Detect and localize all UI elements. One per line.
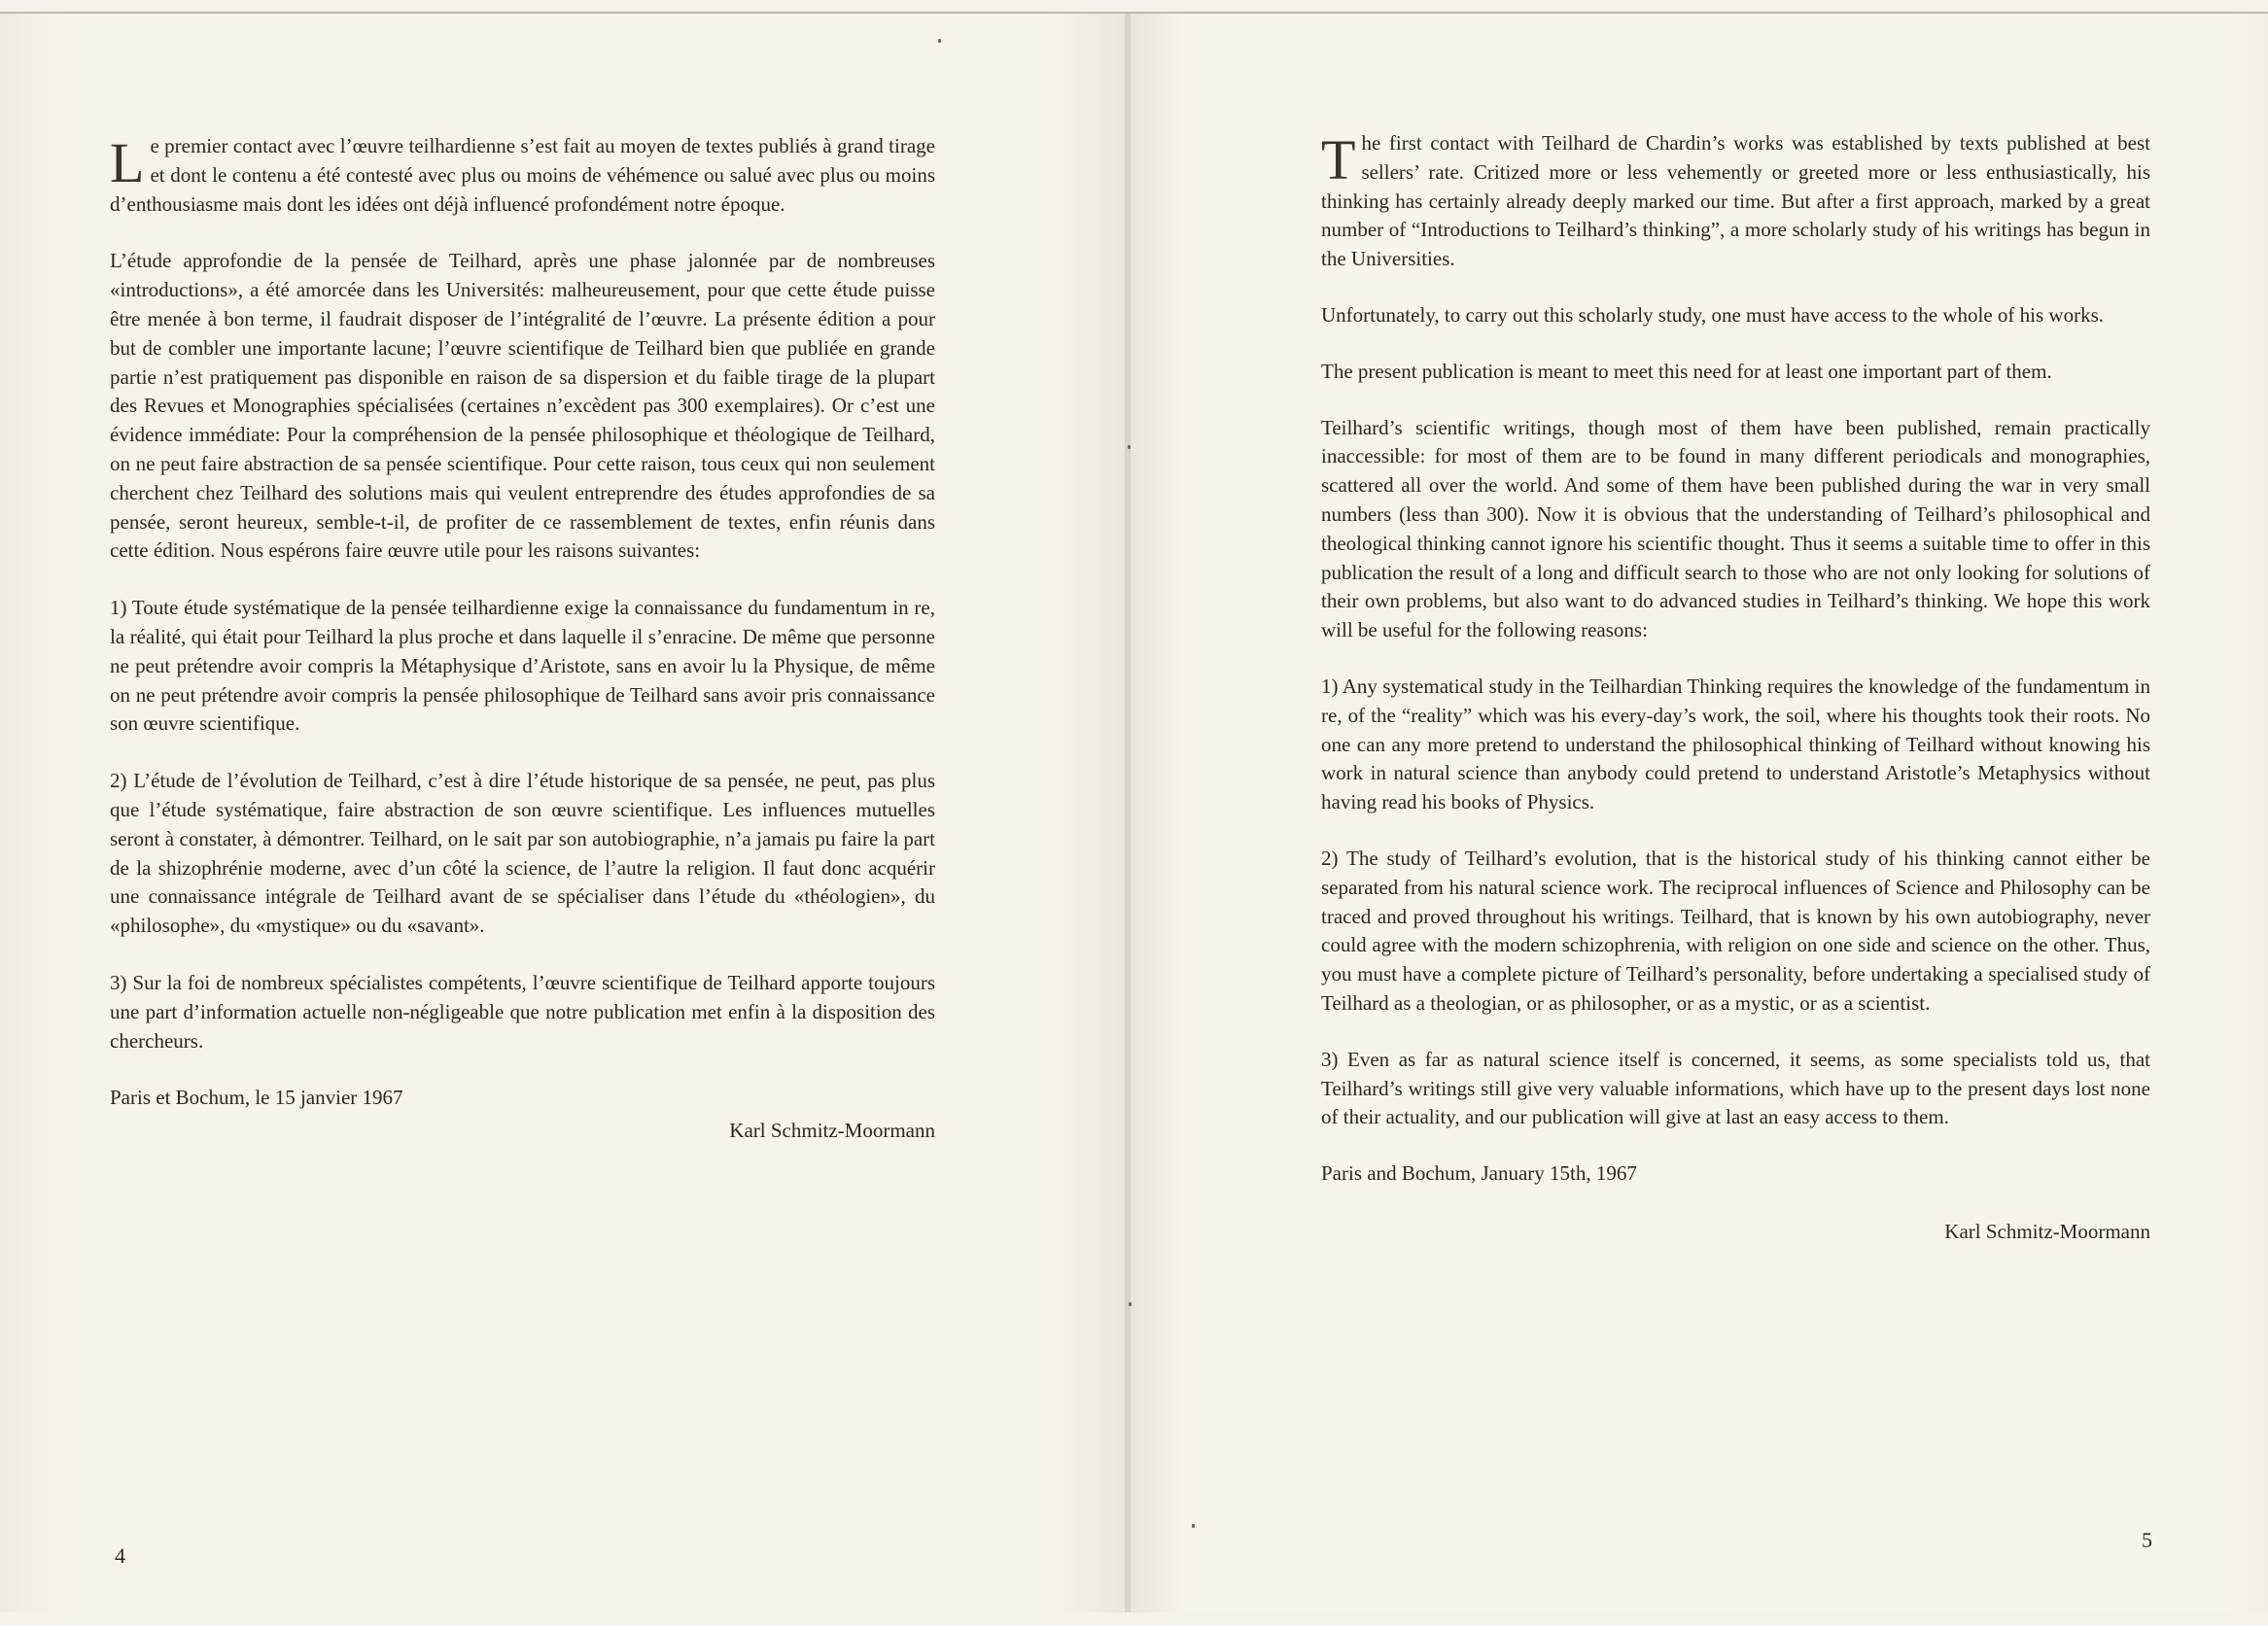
dateline: Paris et Bochum, le 15 janvier 1967	[110, 1086, 403, 1110]
page-number-right: 5	[2142, 1528, 2152, 1552]
right-text-column	[1321, 129, 2150, 1274]
paragraph: The present publication is meant to meet this need for at least one important part of them.	[1321, 359, 2052, 383]
paragraph-text: he first contact with Teilhard de Chardin’s works was established by texts published at best sellers’ rate. Critized more or less vehemently or greeted more or less enthusiastically, his thinking has certainly already deeply marked our time. But after a first approach, marked by a great number of “Introductions to Teilhard’s thinking”, a more scholarly study of his writings has begun in the Universities.	[1321, 131, 2150, 271]
paragraph	[1321, 129, 2150, 274]
paragraph: 1) Toute étude systématique de la pensée teilhardienne exige la connaissance du fundamentum in re, la réalité, qui était pour Teilhard la plus proche et dans laquelle il s’enracine. De même que personne ne peut prétendre avoir compris la Métaphysique d’Aristote, sans en avoir lu la Physique, de même on ne peut prétendre avoir compris la pensée philosophique de Teilhard sans avoir pris connaissance son œuvre scientifique.	[110, 596, 935, 736]
book-gutter	[1125, 14, 1131, 1612]
page-number-left: 4	[115, 1543, 125, 1568]
signature: Karl Schmitz-Moormann	[729, 1119, 935, 1143]
signature: Karl Schmitz-Moormann	[1944, 1219, 2150, 1243]
drop-cap: L	[110, 131, 145, 194]
paper-speck	[938, 39, 941, 43]
paragraph: Teilhard’s scientific writings, though most of them have been published, remain practically inaccessible: for most of them are to be found in many different periodicals and monographies, scattered all over the world. And some of them have been published during the war in very small numbers (less than 300). Now it is obvious that the understanding of Teilhard’s philosophical and theological thinking cannot ignore his scientific thought. Thus it seems a suitable time to offer in this publication the result of a long and difficult search to those who are not only looking for solutions of their own problems, but also want to do advanced studies in Teilhard’s thinking. We hope this work will be useful for the following reasons:	[1321, 415, 2150, 642]
paper-speck	[1192, 1524, 1195, 1528]
paper-speck	[1129, 1302, 1132, 1306]
dateline: Paris and Bochum, January 15th, 1967	[1321, 1161, 1637, 1186]
paragraph: Unfortunately, to carry out this scholarly study, one must have access to the whole of his works.	[1321, 302, 2105, 327]
paper-speck	[1128, 445, 1131, 449]
paragraph: 3) Sur la foi de nombreux spécialistes compétents, l’œuvre scientifique de Teilhard apporte toujours une part d’information actuelle non-négligeable que notre publication met enfin à la disposition des chercheurs.	[110, 970, 935, 1053]
paragraph: L’étude approfondie de la pensée de Teilhard, après une phase jalonnée par de nombreuses «introductions», a été amorcée dans les Universités: malheureusement, pour que cette étude puisse être menée à bon terme, il faudrait disposer de l’intégralité de l’œuvre. La présente édition a pour but de combler une importante lacune; l’œuvre scientifique de Teilhard bien que publiée en grande partie n’est pratiquement pas disponible en raison de sa dispersion et du faible tirage de la plupart des Revues et Monographies spécialisées (certaines n’excèdent pas 300 exemplaires). Or c’est une évidence immédiate: Pour la compréhension de la pensée philosophique et théologique de Teilhard, on ne peut faire abstraction de sa pensée scientifique. Pour cette raison, tous ceux qui non seulement cherchent chez Teilhard des solutions mais qui veulent entreprendre des études approfondies de sa pensée, seront heureux, semble-t-il, de profiter de ce rassemblement de textes, enfin réunis dans cette édition. Nous espérons faire œuvre utile pour les raisons suivantes:	[110, 249, 935, 563]
paragraph: 1) Any systematical study in the Teilhardian Thinking requires the knowledge of the fundamentum in re, of the “reality” which was his every-day’s work, the soil, where his thoughts took their roots. No one can any more pretend to understand the philosophical thinking of Teilhard without knowing his work in natural science than anybody could pretend to understand Aristotle’s Metaphysics without having read his books of Physics.	[1321, 674, 2150, 814]
left-text-column	[110, 132, 935, 1174]
show-through-text	[408, 1197, 1089, 1415]
drop-cap: T	[1321, 128, 1356, 191]
paragraph: 3) Even as far as natural science itself is concerned, it seems, as some specialists told us, that Teilhard’s writings still give very valuable informations, which have up to the present days lost none of their actuality, and our publication will give at last an easy access to them.	[1321, 1047, 2150, 1129]
paragraph: 2) The study of Teilhard’s evolution, that is the historical study of his thinking cannot either be separated from his natural science work. The reciprocal influences of Science and Philosophy can be traced and proved throughout his writings. Teilhard, that is known by his own autobiography, never could agree with the modern schizophrenia, with religion on one side and science on the other. Thus, you must have a complete picture of Teilhard’s personality, before undertaking a specialised study of Teilhard as a theologian, or as philosopher, or as a mystic, or as a scientist.	[1321, 846, 2150, 1015]
paragraph-text: e premier contact avec l’œuvre teilhardienne s’est fait au moyen de textes publiés à grand tirage et dont le contenu a été contesté avec plus ou moins de véhémence ou salué avec plus ou moins d’enthousiasme mais dont les idées ont déjà influencé profondément notre époque.	[110, 134, 935, 216]
paragraph	[110, 132, 935, 219]
paragraph: 2) L’étude de l’évolution de Teilhard, c’est à dire l’étude historique de sa pensée, ne peut, pas plus que l’étude systématique, faire abstraction de son œuvre scientifique. Les influences mutuelles seront à constater, à démontrer. Teilhard, on le sait par son autobiographie, n’a jamais pu faire la part de la shizophrénie moderne, avec d’un côté la science, de l’autre la religion. Il faut donc acquérir une connaissance intégrale de Teilhard avant de se spécialiser dans l’étude du «théologien», du «philosophe», du «mystique» ou du «savant».	[110, 769, 935, 938]
